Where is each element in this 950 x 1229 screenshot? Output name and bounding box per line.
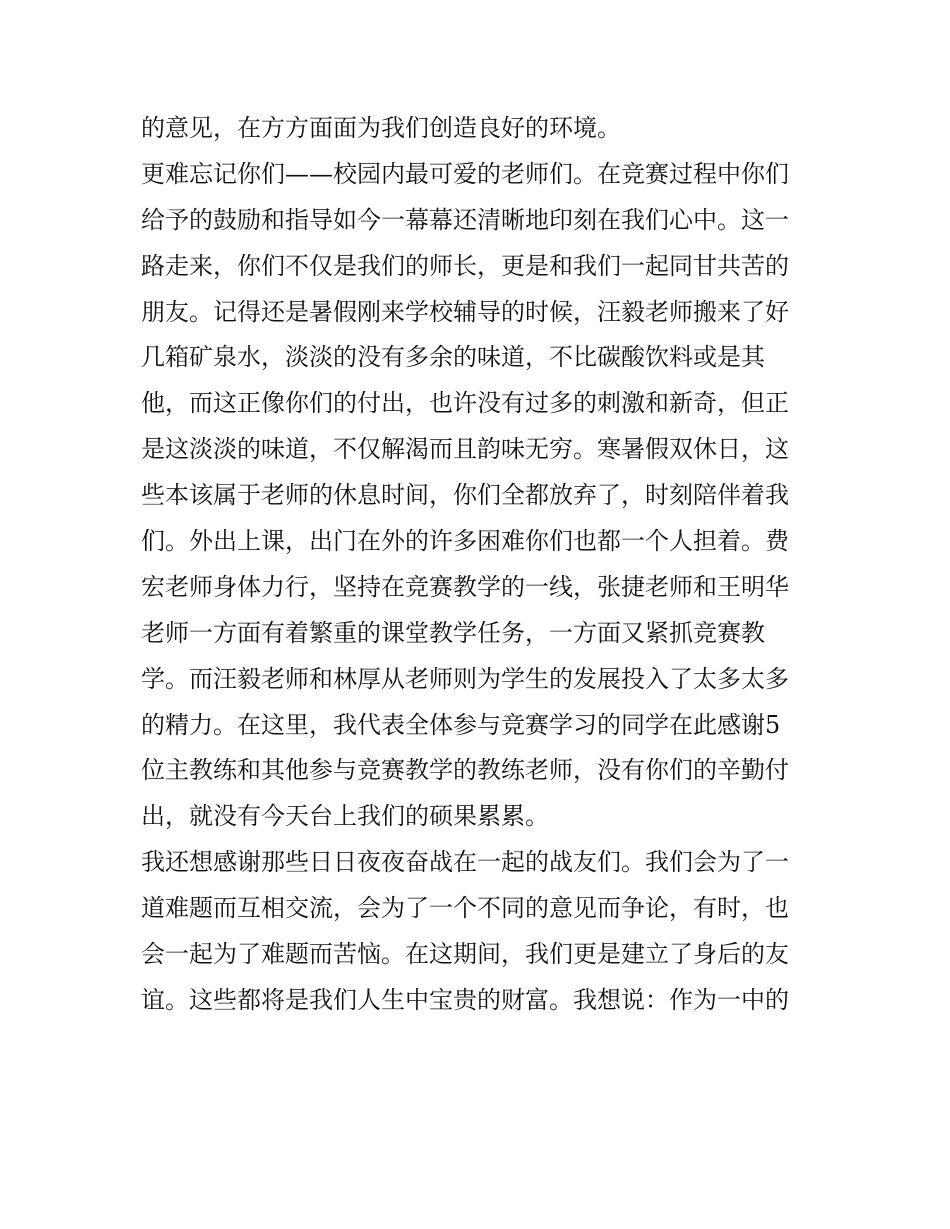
text-line: 位主教练和其他参与竞赛教学的教练老师，没有你们的辛勤付 xyxy=(141,756,789,785)
text-line: 更难忘记你们——校园内最可爱的老师们。在竞赛过程中你们 xyxy=(141,159,789,188)
text-line: 学。而汪毅老师和林厚从老师则为学生的发展投入了太多太多 xyxy=(141,664,789,693)
text-line: 的精力。在这里，我代表全体参与竞赛学习的同学在此感谢5 xyxy=(141,710,781,739)
text-line: 路走来，你们不仅是我们的师长，更是和我们一起同甘共苦的 xyxy=(141,251,789,280)
text-line: 会一起为了难题而苦恼。在这期间，我们更是建立了身后的友 xyxy=(141,940,789,969)
body-text xyxy=(141,106,821,1024)
text-line: 老师一方面有着繁重的课堂教学任务，一方面又紧抓竞赛教 xyxy=(141,618,765,647)
text-line: 朋友。记得还是暑假刚来学校辅导的时候，汪毅老师搬来了好 xyxy=(141,297,789,326)
text-line: 我还想感谢那些日日夜夜奋战在一起的战友们。我们会为了一 xyxy=(141,848,789,877)
text-line: 们。外出上课，出门在外的许多困难你们也都一个人担着。费 xyxy=(141,527,789,556)
text-line: 是这淡淡的味道，不仅解渴而且韵味无穷。寒暑假双休日，这 xyxy=(141,435,789,464)
text-line: 给予的鼓励和指导如今一幕幕还清晰地印刻在我们心中。这一 xyxy=(141,205,789,234)
text-line: 的意见，在方方面面为我们创造良好的环境。 xyxy=(141,114,621,142)
text-line: 几箱矿泉水，淡淡的没有多余的味道，不比碳酸饮料或是其 xyxy=(141,343,765,372)
text-line: 他，而这正像你们的付出，也许没有过多的刺激和新奇，但正 xyxy=(141,389,789,418)
text-line: 宏老师身体力行，坚持在竞赛教学的一线，张捷老师和王明华 xyxy=(141,572,789,601)
text-line: 些本该属于老师的休息时间，你们全都放弃了，时刻陪伴着我 xyxy=(141,481,789,510)
text-line: 谊。这些都将是我们人生中宝贵的财富。我想说：作为一中的 xyxy=(141,985,789,1014)
text-line: 道难题而互相交流，会为了一个不同的意见而争论，有时，也 xyxy=(141,894,789,923)
text-line: 出，就没有今天台上我们的硕果累累。 xyxy=(141,802,549,831)
